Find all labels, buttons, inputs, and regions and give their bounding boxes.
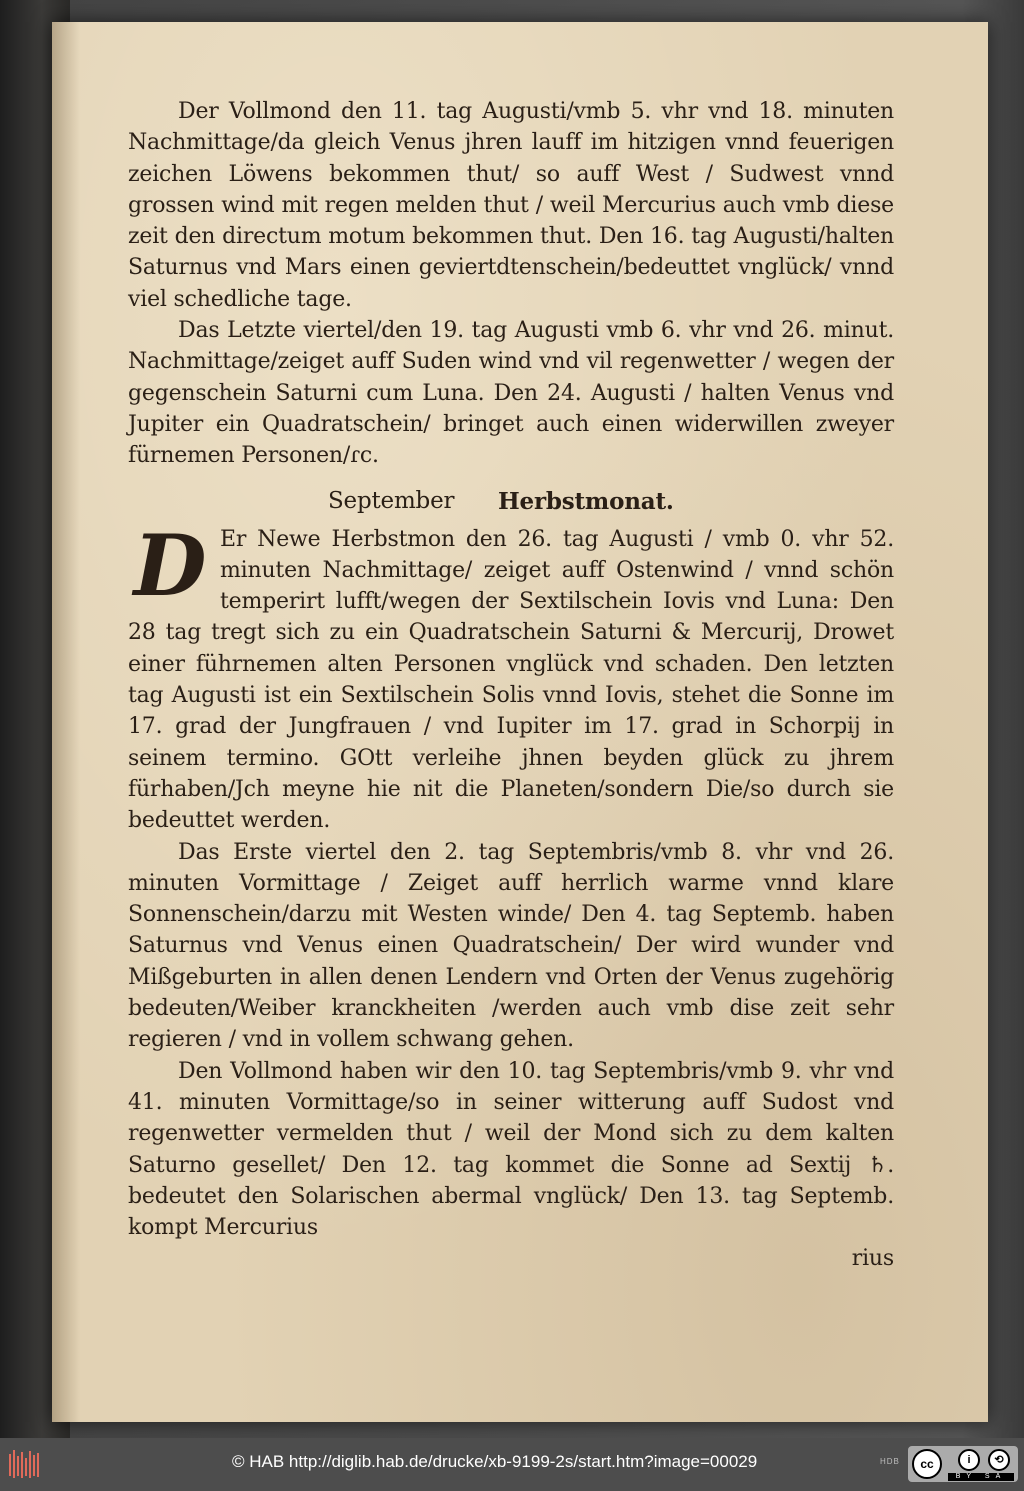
copyright-link[interactable]: © HAB http://diglib.hab.de/drucke/xb-9199-2s/start.htm?image=00029 — [232, 1452, 758, 1471]
catchword: rius — [851, 1246, 894, 1272]
september-section — [128, 515, 894, 837]
library-logo-icon[interactable] — [8, 1448, 42, 1480]
month-heading — [128, 482, 894, 518]
month-heading-latin: September — [328, 487, 455, 514]
decorated-initial: D — [133, 515, 207, 615]
creative-commons-icon: cc — [912, 1449, 942, 1479]
share-alike-icon: ⟲ — [988, 1449, 1010, 1471]
page-gutter-shadow — [52, 22, 80, 1422]
paragraph-vollmond-august: Der Vollmond den 11. tag Augusti/vmb 5. vhr vnd 18. minuten Nachmittage/da gleich Venus jhren lauff im hitzigen vnnd feuerigen zeichen Löwens bekommen thut/ so auff West / Sudwest vnnd grossen wind mit regen melden thut / weil Mercurius auch vmb diese zeit den directum motum bekommen thut. Den 16. tag Augusti/halten Saturnus vnd Mars einen geviertdtenschein/bedeuttet vnglück/ vnnd viel schedliche tage. — [128, 99, 894, 312]
page-text — [128, 96, 894, 1275]
cc-license-badge[interactable] — [908, 1446, 1018, 1482]
month-heading-german: Herbstmonat. — [498, 487, 674, 515]
paragraph-newe-herbstmon: Er Newe Herbstmon den 26. tag Augusti / vmb 0. vhr 52. minuten Nachmittage/ zeiget auff Ostenwind / vnnd schön temperirt lufft/wegen der Sextilschein Iovis vnd Luna: Den 28 tag tregt sich zu ein Quadratschein Saturni & Mercurij, Drowet einer führnemen alten Personen vnglück vnd schaden. Den letzten tag Augusti ist ein Sextilschein Solis vnnd Iovis, stehet die Sonne im 17. grad der Jungfrauen / vnd Iupiter im 17. grad in Schorpij in seinem termino. GOtt verleihe jhnen beyden glück zu jhrem fürhaben/Jch meyne hie nit die Planeten/sondern Die/so durch sie bedeuttet werden. — [128, 526, 894, 834]
footer-bar — [0, 1438, 1024, 1491]
small-tag: HDB — [880, 1457, 900, 1466]
license-strip-label: BY SA — [948, 1473, 1014, 1481]
document-page — [52, 22, 988, 1422]
attribution-icon: i — [958, 1449, 980, 1471]
paragraph-letzte-viertel-august: Das Letzte viertel/den 19. tag Augusti vmb 6. vhr vnd 26. minut. Nachmittage/zeiget auff Suden wind vnd vil regenwetter / wegen der gegenschein Saturni cum Luna. Den 24. Augusti / halten Venus vnd Jupiter ein Quadratschein/ bringet auch einen widerwillen zweyer fürnemen Personen/ɾc. — [128, 318, 894, 469]
paragraph-vollmond-september: Den Vollmond haben wir den 10. tag Septembris/vmb 9. vhr vnd 41. minuten Vormittage/so in seiner witterung auff Sudost vnd regenwetter vermelden thut / weil der Mond sich zu dem kalten Saturno gesellet/ Den 12. tag kommet die Sonne ad Sextij ♄. bedeutet den Solarischen abermal vnglück/ Den 13. tag Septemb. kompt Mercurius — [128, 1058, 894, 1241]
paragraph-erste-viertel-september: Das Erste viertel den 2. tag Septembris/vmb 8. vhr vnd 26. minuten Vormittage / Zeiget auff herrlich warme vnnd klare Sonnenschein/darzu mit Westen winde/ Den 4. tag Septemb. haben Saturnus vnd Venus einen Quadratschein/ Der wird wunder vnd Mißgeburten in allen denen Lendern vnd Orten der Venus zugehörig bedeuten/Weiber kranckheiten /werden auch vmb dise zeit sehr regieren / vnd in vollem schwang gehen. — [128, 839, 894, 1053]
